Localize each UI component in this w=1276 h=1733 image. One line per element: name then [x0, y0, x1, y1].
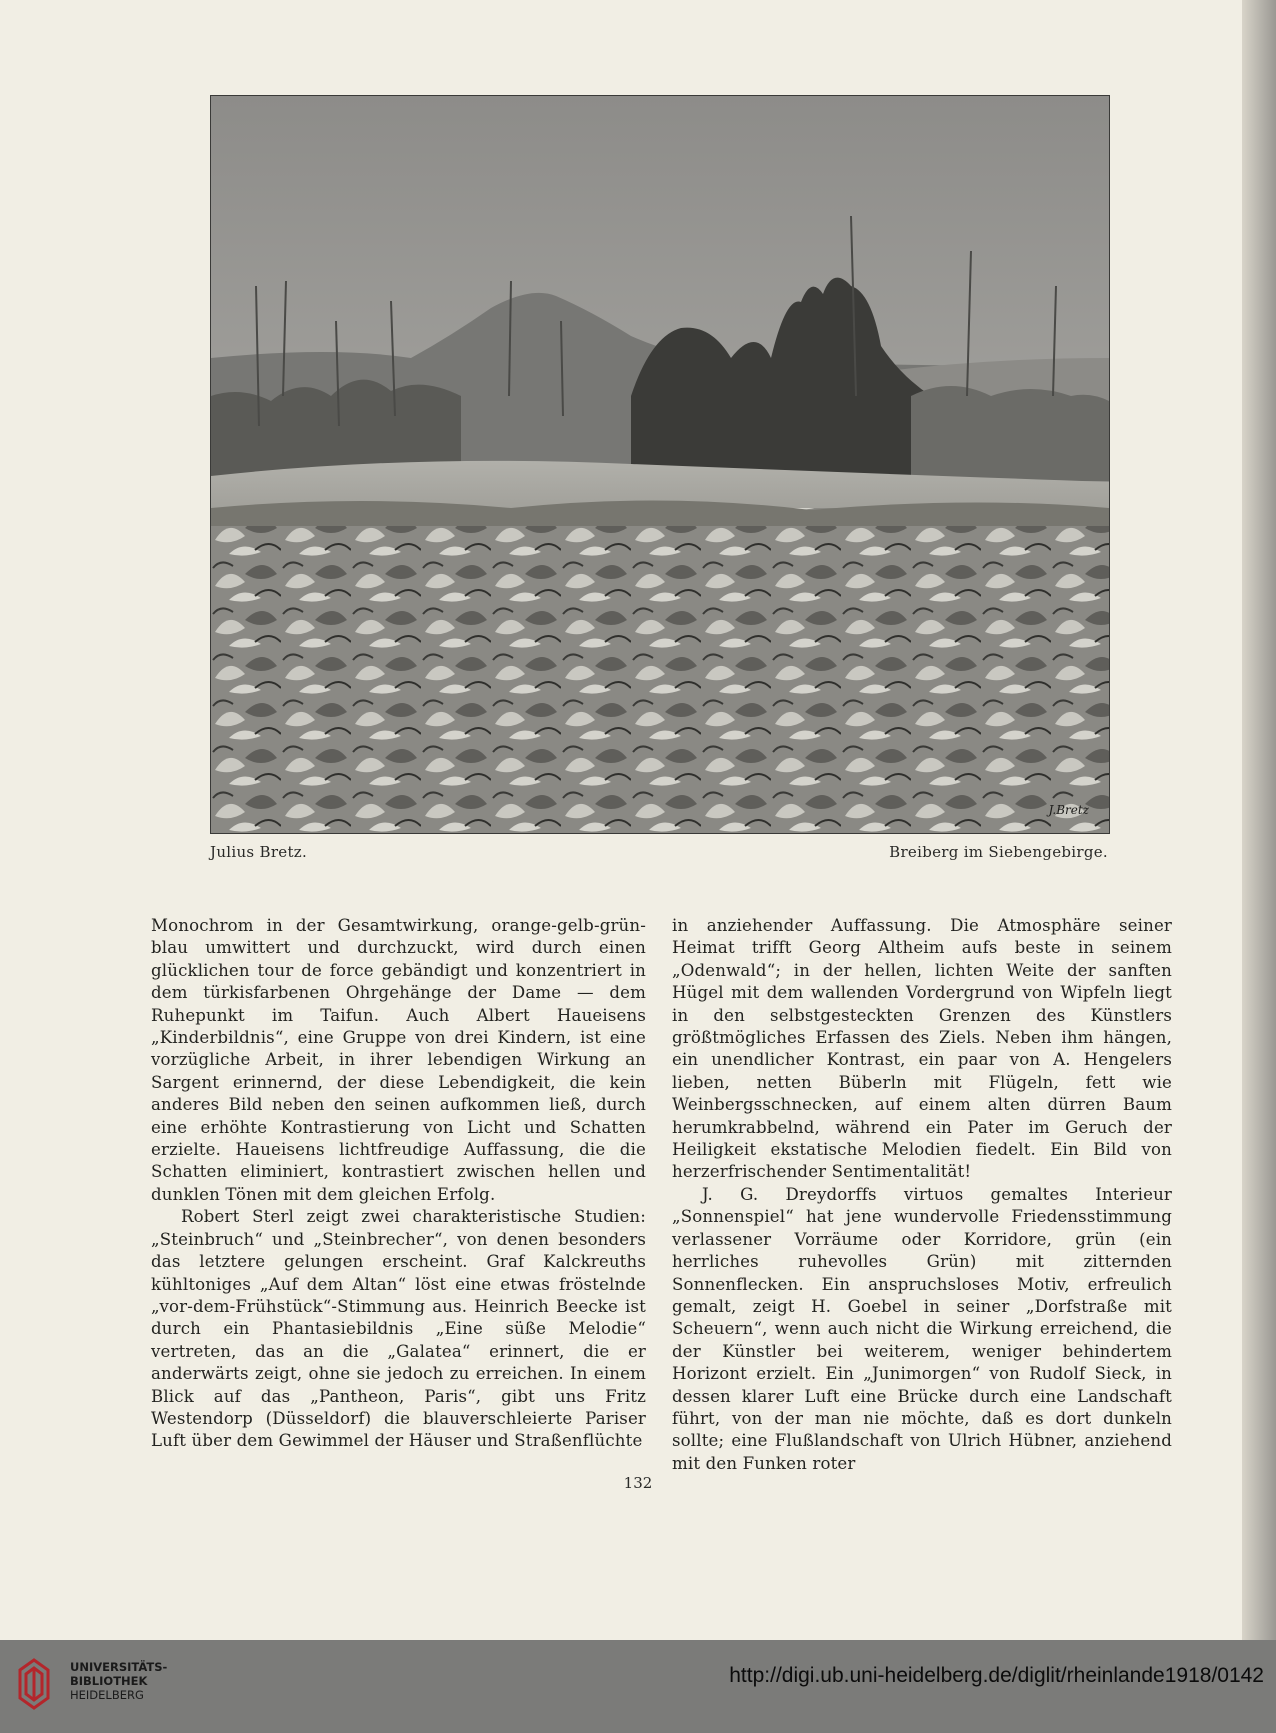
paragraph: Monochrom in der Gesamtwirkung, orange-gelb-grün-blau umwittert und durchzuckt, wird durch einen glücklichen tour de force gebändigt und konzentriert in dem türkisfarbenen Ohrgehänge der Dame — dem Ruhepunkt im Taifun. Auch Albert Haueisens „Kinderbildnis“, eine Gruppe von drei Kindern, ist eine vorzügliche Arbeit, in ihrer lebendigen Wirkung an Sargent erinnernd, der diese Lebendigkeit, die kein anderes Bild neben den seinen aufkommen ließ, durch eine erhöhte Kontrastierung von Licht und Schatten erzielte. Haueisens lichtfreudige Auffassung, die die Schatten eliminiert, kontrastiert zwischen hellen und dunklen Tönen mit dem gleichen Erfolg. — [151, 916, 646, 1204]
paragraph: Robert Sterl zeigt zwei charakteristische Studien: „Steinbruch“ und „Steinbrecher“, von denen besonders das letztere gelungen erscheint. Graf Kalckreuths kühltoniges „Auf dem Altan“ löst eine etwas fröstelnde „vor-dem-Frühstück“-Stimmung aus. Heinrich Beecke ist durch ein Phantasiebildnis „Eine süße Melodie“ vertreten, das an die „Galatea“ erinnert, die er anderwärts zeigt, ohne sie jedoch zu erreichen. In einem Blick auf das „Pantheon, Paris“, gibt uns Fritz Westendorp (Düsseldorf) die blauverschleierte Pariser Luft über dem Gewimmel der Häuser und Straßenflüchte — [151, 1207, 646, 1451]
painting-signature: J.Bretz — [1048, 803, 1089, 817]
caption-artist: Julius Bretz. — [210, 843, 308, 861]
library-name — [70, 1660, 167, 1702]
ub-heidelberg-logo-icon — [14, 1652, 54, 1712]
page-number: 132 — [623, 1474, 653, 1492]
text-column-right — [672, 915, 1172, 1475]
paragraph: J. G. Dreydorffs virtuos gemaltes Interieur „Sonnenspiel“ hat jene wundervolle Friedensstimmung verlassener Vorräume oder Korridore, grün (ein herrliches ruhevolles Grün) mit zitternden Sonnenflecken. Ein anspruchsloses Motiv, erfreulich gemalt, zeigt H. Goebel in seiner „Dorfstraße mit Scheuern“, wenn auch nicht die Wirkung erreichend, die der Künstler bei weiterem, weniger behindertem Horizont erzielt. Ein „Junimorgen“ von Rudolf Sieck, in dessen klarer Luft eine Brücke durch eine Landschaft führt, von der man nie möchte, daß es dort dunkeln sollte; eine Flußlandschaft von Ulrich Hübner, anziehend mit den Funken roter — [672, 1184, 1172, 1473]
library-line: UNIVERSITÄTS- — [70, 1660, 168, 1674]
text-column-left — [151, 915, 646, 1453]
painting-image — [211, 96, 1109, 833]
permalink-url[interactable]: http://digi.ub.uni-heidelberg.de/diglit/rheinlande1918/0142 — [729, 1664, 1264, 1687]
library-line: BIBLIOTHEK — [70, 1674, 148, 1688]
library-line: HEIDELBERG — [70, 1688, 144, 1702]
paragraph: in anziehender Auffassung. Die Atmosphäre seiner Heimat trifft Georg Altheim aufs beste in seinem „Odenwald“; in der hellen, lichten Weite der sanften Hügel mit dem wallenden Vordergrund von Wipfeln liegt in den selbstgesteckten Grenzen des Künstlers größtmögliches Erfassen des Ziels. Neben ihm hängen, ein unendlicher Kontrast, ein paar von A. Hengelers lieben, netten Büberln mit Flügeln, fett wie Weinbergsschnecken, auf einem alten dürren Baum herumkrabbelnd, während ein Pater im Geruch der Heiligkeit ekstatische Melodien fiedelt. Ein Bild von herzerfrischender Sentimentalität! — [672, 916, 1172, 1182]
caption-title: Breiberg im Siebengebirge. — [889, 843, 1108, 861]
landscape-painting — [210, 95, 1110, 834]
